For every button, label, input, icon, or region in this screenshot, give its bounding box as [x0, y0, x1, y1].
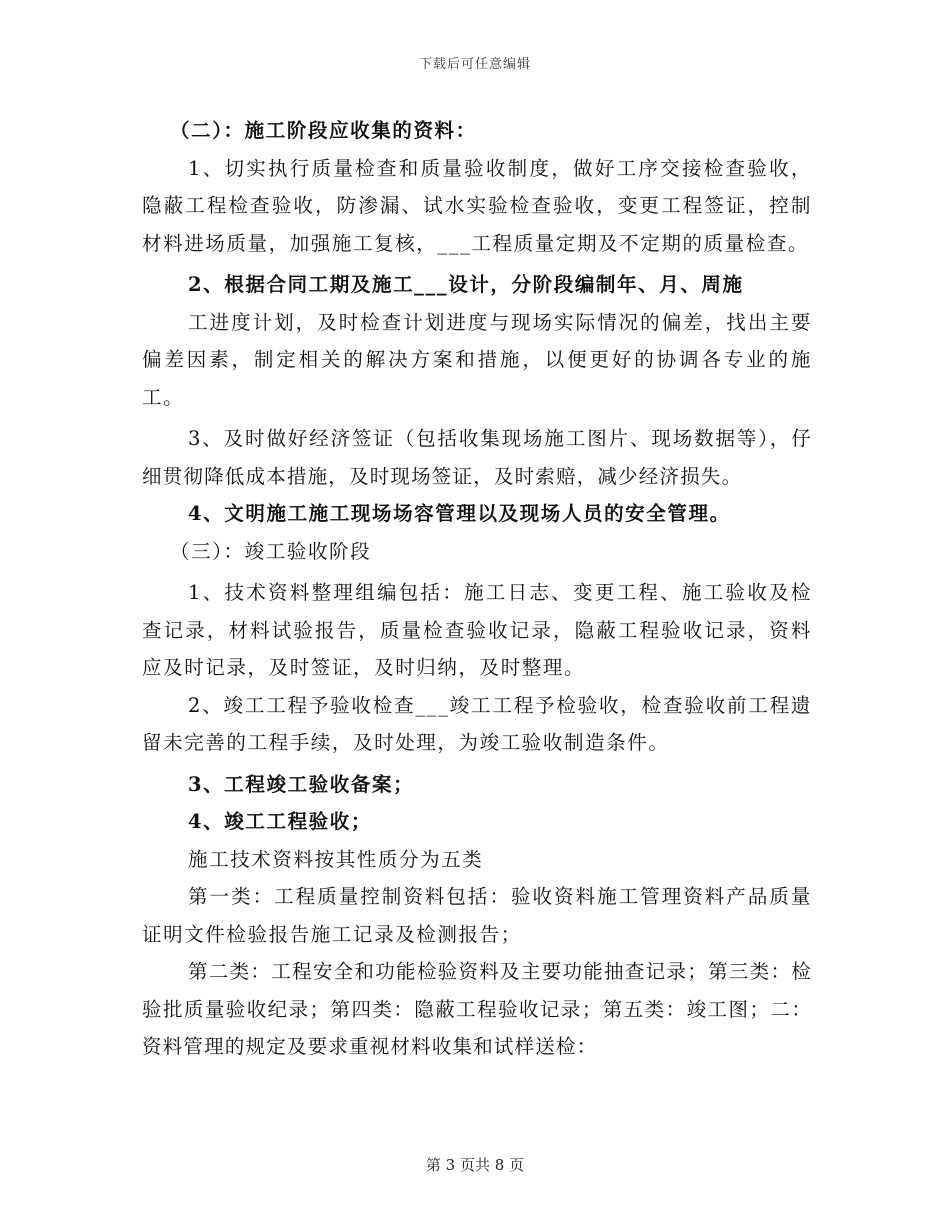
section-heading-2: （二）：施工阶段应收集的资料： [170, 119, 477, 142]
paragraph: 3、及时做好经济签证（包括收集现场施工图片、现场数据等），仔细贯彻降低成本措施，及时现场签证，及时索赔，减少经济损失。 [142, 427, 812, 488]
paragraph-bold: 2、根据合同工期及施工___设计，分阶段编制年、月、周施 [188, 273, 744, 296]
paragraph: 工进度计划，及时检查计划进度与现场实际情况的偏差，找出主要偏差因素，制定相关的解决方案和措施，以便更好的协调各专业的施工。 [142, 310, 812, 409]
header-note: 下载后可任意编辑 [418, 57, 531, 72]
paragraph-bold: 4、竣工工程验收； [188, 810, 372, 833]
paragraph-bold: 3、工程竣工验收备案； [188, 772, 415, 796]
paragraph: 2、竣工工程予验收检查___竣工工程予检验收，检查验收前工程遗留未完善的工程手续，及时处理，为竣工验收制造条件。 [142, 693, 812, 754]
page-number: 第 3 页共 8 页 [425, 1156, 525, 1174]
paragraph: 1、技术资料整理组编包括：施工日志、变更工程、施工验收及检查记录，材料试验报告，质量检查验收记录，隐蔽工程验收记录，资料应及时记录，及时签证，及时归纳，及时整理。 [142, 581, 812, 679]
paragraph: 第二类：工程安全和功能检验资料及主要功能抽查记录；第三类：检验批质量验收纪录；第四类：隐蔽工程验收记录；第五类：竣工图；二：资料管理的规定及要求重视材料收集和试样送检： [142, 960, 812, 1058]
paragraph: 施工技术资料按其性质分为五类 [188, 847, 484, 871]
paragraph: 1、切实执行质量检查和质量验收制度，做好工序交接检查验收，隐蔽工程检查验收，防渗漏、试水实验检查验收，变更工程签证，控制材料进场质量，加强施工复核，___工程质量定期及不定期的质量检查。 [142, 156, 812, 255]
document-body [142, 112, 812, 1066]
section-heading-3: （三）：竣工验收阶段 [170, 539, 372, 563]
paragraph: 第一类：工程质量控制资料包括：验收资料施工管理资料产品质量证明文件检验报告施工记录及检测报告； [142, 885, 812, 946]
paragraph-bold: 4、文明施工施工现场场容管理以及现场人员的安全管理。 [188, 502, 731, 525]
